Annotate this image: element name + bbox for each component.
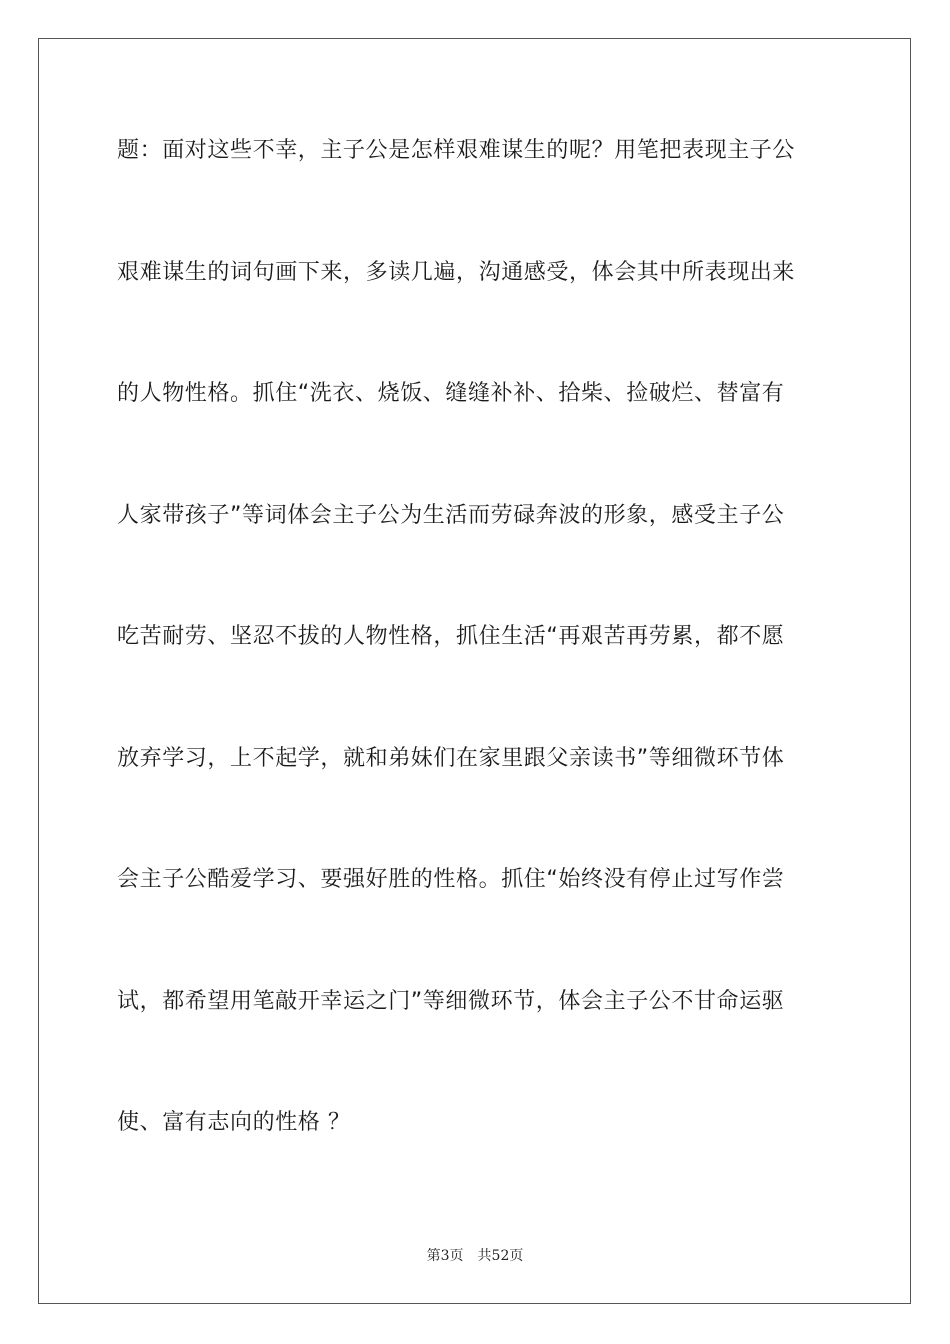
text-line: 艰难谋生的词句画下来，多读几遍，沟通感受，体会其中所表现出来 — [117, 259, 796, 285]
text-line: 会主子公酷爱学习、要强好胜的性格。抓住“始终没有停止过写作尝 — [117, 867, 785, 892]
text-line: 吃苦耐劳、坚忍不拔的人物性格，抓住生活“再艰苦再劳累，都不愿 — [117, 624, 785, 649]
page-footer — [0, 1245, 950, 1265]
page-number: 第3页 — [426, 1248, 464, 1264]
text-line: 使、富有志向的性格 ？ — [117, 1110, 351, 1135]
text-line: 试，都希望用笔敲开幸运之门”等细微环节，体会主子公不甘命运驱 — [117, 988, 785, 1014]
text-line: 放弃学习，上不起学，就和弟妹们在家里跟父亲读书”等细微环节体 — [117, 745, 785, 771]
text-line: 的人物性格。抓住“洗衣、烧饭、缝缝补补、拾柴、捡破烂、替富有 — [117, 381, 785, 406]
document-body — [117, 125, 833, 1219]
text-line: 题：面对这些不幸，主子公是怎样艰难谋生的呢？用笔把表现主子公 — [117, 138, 796, 163]
text-line: 人家带孩子”等词体会主子公为生活而劳碌奔波的形象，感受主子公 — [117, 502, 785, 528]
page-total: 共52页 — [477, 1248, 524, 1264]
